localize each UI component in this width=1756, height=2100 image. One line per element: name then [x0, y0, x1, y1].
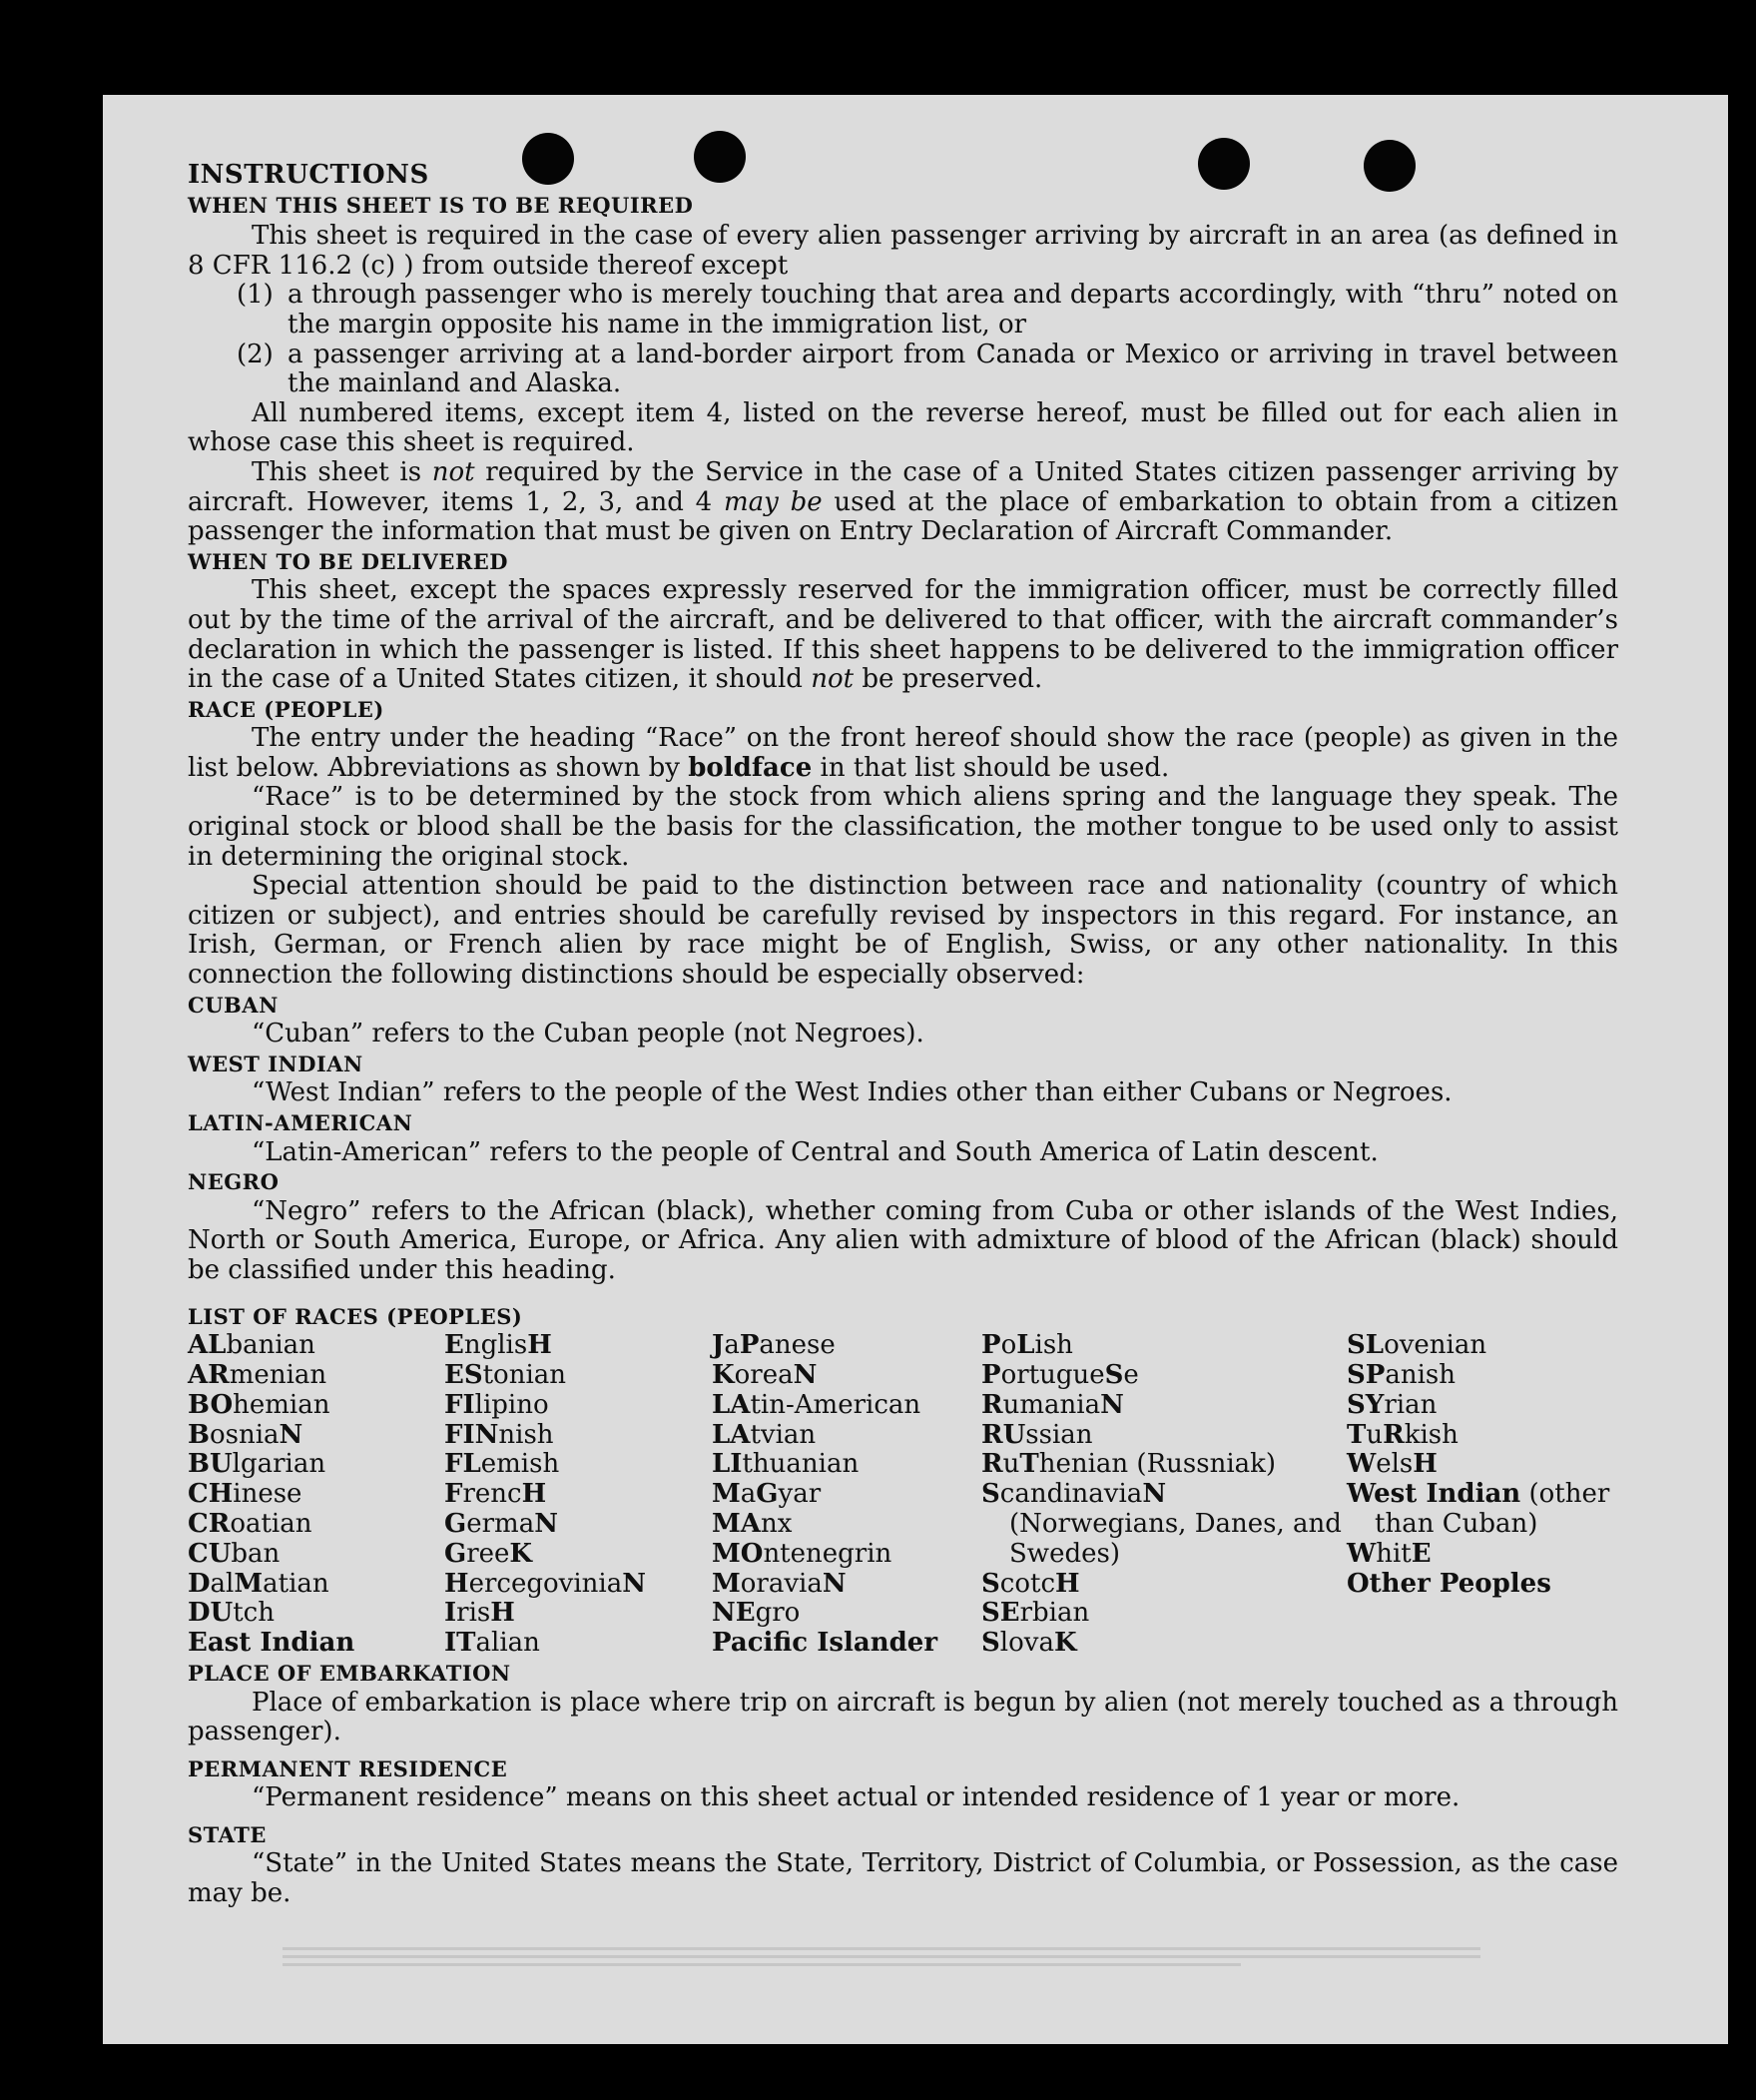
race-entry: EStonian: [444, 1359, 567, 1390]
page-title: INSTRUCTIONS: [188, 160, 429, 190]
race-entry: FLemish: [444, 1449, 560, 1480]
races-column: [188, 1331, 444, 1659]
race-entry: ALbanian: [188, 1330, 315, 1361]
section-heading-race: RACE (PEOPLE): [188, 696, 384, 722]
race-entry: FIlipino: [444, 1389, 549, 1420]
race-entry: CRoatian: [188, 1508, 312, 1539]
heading-negro: NEGRO: [188, 1169, 280, 1195]
race-entry: West Indian (other than Cuban): [1347, 1479, 1610, 1539]
exception-item-1: (1) a through passenger who is merely touching that area and departs accordingly, with “thru” noted on the margin opposite his name in the immigration list, or: [237, 280, 1618, 340]
race-paragraph-1: The entry under the heading “Race” on the front hereof should show the race (people) as given in the list below. Abbreviations as shown by boldface in that list should be used.: [188, 723, 1618, 783]
race-entry: East Indian: [188, 1628, 355, 1659]
heading-latin-american: LATIN-AMERICAN: [188, 1110, 413, 1135]
race-entry: MoraviaN: [712, 1568, 847, 1599]
document-page: [103, 95, 1728, 2044]
race-entry: RuThenian (Russniak): [981, 1449, 1277, 1480]
race-entry: HercegoviniaN: [444, 1568, 646, 1599]
heading-cuban: CUBAN: [188, 992, 279, 1018]
race-entry: DUtch: [188, 1598, 275, 1629]
latin-american-definition: “Latin-American” refers to the people of Central and South America of Latin descent.: [252, 1136, 1379, 1167]
race-entry: BOhemian: [188, 1389, 330, 1420]
race-entry: TuRkish: [1347, 1419, 1459, 1450]
race-entry: ScandinaviaN (Norwegians, Danes, and Swedes): [981, 1479, 1342, 1569]
race-entry: BUlgarian: [188, 1449, 326, 1480]
heading-permanent-residence: PERMANENT RESIDENCE: [188, 1755, 508, 1781]
race-entry: RUssian: [981, 1419, 1093, 1450]
numbered-items-paragraph: All numbered items, except item 4, listed on the reverse hereof, must be filled out for each alien in whose case this sheet is required.: [188, 397, 1618, 458]
race-entry: LAtin-American: [712, 1389, 921, 1420]
race-entry: DalMatian: [188, 1568, 329, 1599]
race-entry: MaGyar: [712, 1479, 822, 1510]
race-entry: NEgro: [712, 1598, 801, 1629]
race-entry: Pacific Islander: [712, 1628, 938, 1659]
race-entry: MAnx: [712, 1508, 793, 1539]
race-entry: LIthuanian: [712, 1449, 860, 1480]
required-paragraph: This sheet is required in the case of every alien passenger arriving by aircraft in an area (as defined in 8 CFR 116.2 (c) ) from outside thereof except: [188, 221, 1618, 281]
race-entry: JaPanese: [712, 1330, 836, 1361]
race-entry: WelsH: [1347, 1449, 1438, 1480]
heading-list-of-races: LIST OF RACES (PEOPLES): [188, 1303, 523, 1329]
race-entry: KoreaN: [712, 1359, 818, 1390]
races-column: [1347, 1331, 1618, 1659]
race-entry: LAtvian: [712, 1419, 817, 1450]
race-entry: Other Peoples: [1347, 1568, 1551, 1599]
race-entry: IrisH: [444, 1598, 515, 1629]
race-entry: FINnish: [444, 1419, 554, 1450]
race-entry: ITalian: [444, 1628, 540, 1659]
race-entry: BosniaN: [188, 1419, 303, 1450]
bleed-through-print: [283, 1942, 1480, 1982]
cuban-definition: “Cuban” refers to the Cuban people (not Negroes).: [252, 1019, 924, 1050]
race-entry: MOntenegrin: [712, 1538, 892, 1569]
instructions-body: [188, 161, 1618, 1909]
races-column: [712, 1331, 981, 1659]
race-entry: ScotcH: [981, 1568, 1080, 1599]
races-column: [444, 1331, 712, 1659]
heading-place-of-embarkation: PLACE OF EMBARKATION: [188, 1660, 511, 1686]
heading-west-indian: WEST INDIAN: [188, 1050, 363, 1076]
section-heading-delivered: WHEN TO BE DELIVERED: [188, 548, 509, 574]
embarkation-definition: Place of embarkation is place where trip on aircraft is begun by alien (not merely touched as a through passenger).: [188, 1687, 1618, 1748]
exception-item-2: (2) a passenger arriving at a land-border airport from Canada or Mexico or arriving in travel between the mainland and Alaska.: [237, 339, 1618, 399]
race-entry: WhitE: [1347, 1538, 1432, 1569]
state-definition: “State” in the United States means the State, Territory, District of Columbia, or Possession, as the case may be.: [188, 1848, 1618, 1909]
races-list: [188, 1331, 1618, 1659]
race-entry: GreeK: [444, 1538, 533, 1569]
race-paragraph-3: Special attention should be paid to the distinction between race and nationality (country of which citizen or subject), and entries should be carefully revised by inspectors in this regard. For instance, an Irish, German, or French alien by race might be of English, Swiss, or any other nationality. In this connection the following distinctions should be especially observed:: [188, 871, 1618, 991]
races-column: [981, 1331, 1347, 1659]
race-entry: SlovaK: [981, 1628, 1077, 1659]
race-entry: CUban: [188, 1538, 281, 1569]
race-entry: RumaniaN: [981, 1389, 1124, 1420]
citizen-paragraph: This sheet is not required by the Service in the case of a United States citizen passenger arriving by aircraft. However, items 1, 2, 3, and 4 may be used at the place of embarkation to obtain from a citizen passenger the information that must be given on Entry Declaration of Aircraft Commander.: [188, 456, 1619, 547]
race-entry: SErbian: [981, 1598, 1090, 1629]
delivered-paragraph: This sheet, except the spaces expressly reserved for the immigration officer, must be correctly filled out by the time of the arrival of the aircraft, and be delivered to that officer, with the aircraft commander’s declaration in which the passenger is listed. If this sheet happens to be delivered to the immigration officer in the case of a United States citizen, it should not be preserved.: [188, 575, 1618, 695]
race-entry: ARmenian: [188, 1359, 327, 1390]
race-entry: SLovenian: [1347, 1330, 1487, 1361]
section-heading-when-required: WHEN THIS SHEET IS TO BE REQUIRED: [188, 192, 694, 218]
race-entry: SPanish: [1347, 1359, 1456, 1390]
west-indian-definition: “West Indian” refers to the people of the West Indies other than either Cubans or Negroes.: [252, 1077, 1453, 1108]
race-paragraph-2: “Race” is to be determined by the stock from which aliens spring and the language they speak. The original stock or blood shall be the basis for the classification, the mother tongue to be used only to assist in determining the original stock.: [188, 782, 1618, 872]
race-entry: FrencH: [444, 1479, 547, 1510]
race-entry: PortugueSe: [981, 1359, 1139, 1390]
heading-state: STATE: [188, 1821, 267, 1847]
race-entry: SYrian: [1347, 1389, 1438, 1420]
residence-definition: “Permanent residence” means on this sheet actual or intended residence of 1 year or more.: [252, 1782, 1461, 1813]
race-entry: PoLish: [981, 1330, 1073, 1361]
race-entry: GermaN: [444, 1508, 558, 1539]
race-entry: EnglisH: [444, 1330, 552, 1361]
negro-definition: “Negro” refers to the African (black), whether coming from Cuba or other islands of the West Indies, North or South America, Europe, or Africa. Any alien with admixture of blood of the African (black) should be classified under this heading.: [188, 1195, 1618, 1285]
race-entry: CHinese: [188, 1479, 302, 1510]
